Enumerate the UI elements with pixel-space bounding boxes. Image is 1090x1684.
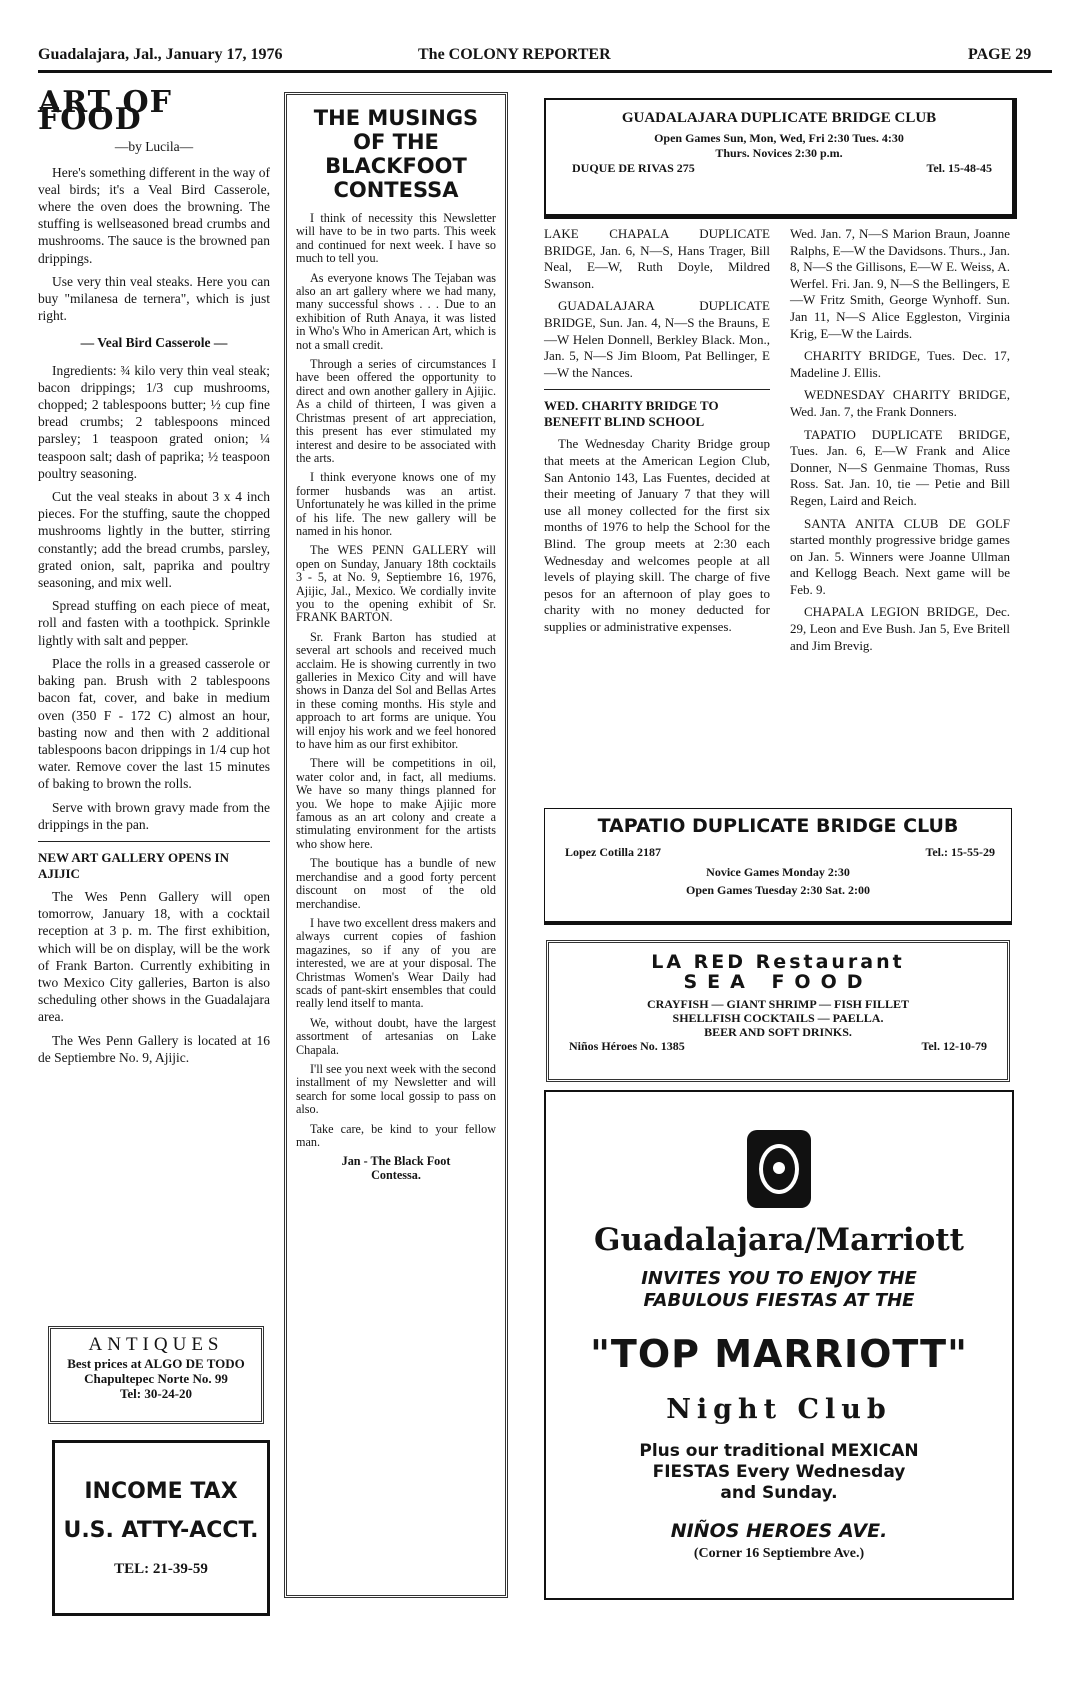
bridge-result: SANTA ANITA CLUB DE GOLF started monthly progressive bridge games on Jan. 5. Winners were Joanne Ullman and Kellogg Beach. Next game will be Feb. 9.: [790, 515, 1010, 597]
musings-paragraph: I have two excellent dress makers and always current copies of fashion magazines, so if any of you are interested, we are at your disposal. The Christmas Women's Wear Daily had scads of pant-skirt ensembles that could really lend itself to manta.: [296, 915, 496, 1011]
tapatio-open: Open Games Tuesday 2:30 Sat. 2:00: [685, 883, 871, 897]
article-paragraph: Serve with brown gravy made from the drippings in the pan.: [38, 799, 270, 832]
bridge-result: TAPATIO DUPLICATE BRIDGE, Tues. Jan. 6, E—W Frank and Alice Donner, N—S Genmaine Thomas, Russ Ross. Sat. Jan. 10, tie — Petie and Bill Regen, Laird and Reich.: [790, 426, 1010, 508]
bridge-club-name: GUADALAJARA DUPLICATE BRIDGE CLUB: [621, 110, 937, 126]
column-2: [296, 100, 496, 1182]
article-paragraph: The Wes Penn Gallery will open tomorrow, January 18, with a cocktail reception at 3 p. m. The first exhibition, which will be on display, will be the work of Frank Barton. Currently exhibiting in two Mexico City galleries, Barton is also scheduling other shows in the Guadalajara area.: [38, 888, 270, 1025]
recipe-title: — Veal Bird Casserole —: [80, 335, 228, 351]
bridge-result: Wed. Jan. 7, N—S Marion Braun, Joanne Ralphs, E—W the Davidsons. Thurs., Jan. 8, N—S the Gillisons, E—W E. Weiss, A. Werfel. Fri. Jan. 9, N—S the Bellingers, E—W Fritz Smith, George Wynhoff. Sun. Jan 11, N—S Alice Eggleston, Virginia Krig, E—W the Lairds.: [790, 226, 1010, 341]
bridge-club-games: Open Games Sun, Mon, Wed, Fri 2:30 Tues. 4:30: [654, 131, 904, 145]
musings-paragraph: As everyone knows The Tejaban was also an art gallery where we had many, many successful shows . . . Due to an exhibition of Ruth Anaya, it was listed in Who's Who in American Art, which is not a small credit.: [296, 270, 496, 352]
la-red-name: LA RED Restaurant: [651, 951, 905, 973]
attorney-title: U.S. ATTY-ACCT.: [63, 1518, 259, 1543]
bridge-result: CHAPALA LEGION BRIDGE, Dec. 29, Leon and Eve Bush. Jan 5, Eve Britell and Jim Brevig.: [790, 604, 1010, 653]
bridge-result: CHARITY BRIDGE, Tues. Dec. 17, Madeline J. Ellis.: [790, 348, 1010, 380]
la-red-menu: CRAYFISH — GIANT SHRIMP — FISH FILLET: [646, 997, 910, 1011]
la-red-ad: [546, 940, 1010, 1082]
paper-name: The COLONY REPORTER: [418, 46, 611, 63]
la-red-phone: Tel. 12-10-79: [921, 1039, 987, 1053]
income-tax-ad: [52, 1440, 270, 1616]
income-tax-title: INCOME TAX: [84, 1479, 238, 1504]
musings-paragraph: Sr. Frank Barton has studied at several art schools and received much acclaim. He is showing currently in two galleries in Mexico City and will have shows in Danza del Sol and Bellas Artes in these coming months. His style and approach to art forms are unique. You will enjoy his work and we feel honored to have him as our first exhibitor.: [296, 629, 496, 752]
bridge-result: LAKE CHAPALA DUPLICATE BRIDGE, Jan. 6, N—S, Hans Trager, Bill Neal, E—W, Ruth Doyle, Mildred Swanson.: [544, 226, 770, 291]
tapatio-address: Lopez Cotilla 2187: [565, 845, 661, 859]
antiques-title: ANTIQUES: [88, 1334, 224, 1355]
bridge-club-phone: Tel. 15-48-45: [926, 161, 992, 175]
marriott-street: NIÑOS HEROES AVE.: [670, 1520, 888, 1542]
musings-paragraph: The WES PENN GALLERY will open on Sunday, January 18th cocktails 3 - 5, at No. 9, Septiembre 16, 1976, Ajijic, Jal., Mexico. We cordially invite you to the opening exhibit of Sr. FRANK BARTON.: [296, 543, 496, 625]
column-1: [38, 85, 270, 1072]
charity-title: WED. CHARITY BRIDGE TO BENEFIT BLIND SCHOOL: [544, 398, 719, 430]
musings-paragraph: Take care, be kind to your fellow man.: [296, 1121, 496, 1149]
divider: [38, 841, 270, 842]
bridge-result: WEDNESDAY CHARITY BRIDGE, Wed. Jan. 7, the Frank Donners.: [790, 387, 1010, 419]
article-paragraph: The Wes Penn Gallery is located at 16 de Septiembre No. 9, Ajijic.: [38, 1032, 270, 1065]
marriott-ad: [544, 1090, 1014, 1600]
top-marriott: "TOP MARRIOTT": [590, 1332, 968, 1376]
night-club: Night Club: [666, 1394, 892, 1425]
antiques-line: Best prices at ALGO DE TODO: [67, 1356, 245, 1371]
marriott-invite: INVITES YOU TO ENJOY THE FABULOUS FIESTAS AT THE: [641, 1268, 917, 1311]
marriott-name: Guadalajara/Marriott: [594, 1222, 964, 1258]
la-red-subtitle: SEA FOOD: [683, 971, 873, 993]
musings-paragraph: Through a series of circumstances I have been offered the opportunity to direct and own another gallery in Ajijic. As a child of thirteen, I was given a Christmas present of art appreciation, this present has ever stimulated my interest and desire to be associated with the arts.: [296, 357, 496, 465]
la-red-menu: SHELLFISH COCKTAILS — PAELLA.: [672, 1011, 884, 1025]
page-number: PAGE 29: [968, 46, 1032, 63]
article-paragraph: Spread stuffing on each piece of meat, roll and fasten with a toothpick. Sprinkle lightly with salt and pepper.: [38, 598, 270, 648]
bridge-club-novices: Thurs. Novices 2:30 p.m.: [715, 146, 843, 160]
la-red-address: Niños Héroes No. 1385: [569, 1039, 685, 1053]
antiques-ad: [48, 1326, 264, 1424]
art-of-food-title: ART OF FOOD: [38, 85, 172, 138]
musings-paragraph: We, without doubt, have the largest assortment of artesanias on Lake Chapala.: [296, 1015, 496, 1057]
header-rule: [38, 70, 1052, 73]
musings-paragraph: The boutique has a bundle of new merchandise and a good forty percent discount on most of the old merchandise.: [296, 856, 496, 911]
charity-article: The Wednesday Charity Bridge group that meets at the American Legion Club, San Antonio 143, Las Fuentes, decided at their meeting of January 7 that they will use all money collected for the first six months of 1976 to help the School for the Blind. The group meets at 2:30 each Wednesday and welcomes people at all levels of playing skill. The charge of five pesos for an afternoon of play goes to charity with no money deducted for supplies or administrative expenses.: [544, 436, 770, 634]
gallery-title: NEW ART GALLERY OPENS IN AJIJIC: [38, 849, 230, 881]
musings-paragraph: I'll see you next week with the second installment of my Newsletter and will search for some local gossip to pass on also.: [296, 1061, 496, 1117]
byline: —by Lucila—: [114, 139, 194, 155]
musings-signature: Contessa.: [371, 1167, 421, 1182]
bridge-club-address: DUQUE DE RIVAS 275: [572, 161, 695, 175]
dateline: Guadalajara, Jal., January 17, 1976: [38, 46, 283, 63]
bridge-club-ad: [544, 98, 1017, 219]
marriott-logo-icon: [546, 1130, 1012, 1208]
marriott-corner: (Corner 16 Septiembre Ave.): [693, 1546, 865, 1561]
musings-signature: Jan - The Black Foot: [341, 1154, 451, 1169]
antiques-phone: Tel: 30-24-20: [119, 1386, 193, 1401]
article-paragraph: Use very thin veal steaks. Here you can buy "milanesa de ternera", which is just right.: [38, 273, 270, 324]
article-paragraph: Cut the veal steaks in about 3 x 4 inch pieces. For the stuffing, saute the chopped mushrooms lightly in the butter, stirring constantly; add the bread crumbs, parsley, grated onion, salt, paprika and poultry seasoning, and mix well.: [38, 489, 270, 591]
tapatio-title: TAPATIO DUPLICATE BRIDGE CLUB: [597, 815, 959, 837]
tapatio-novice: Novice Games Monday 2:30: [706, 865, 850, 879]
musings-title: THE MUSINGS OF THE BLACKFOOT CONTESSA: [313, 106, 479, 202]
article-paragraph: Here's something different in the way of veal birds; it's a Veal Bird Casserole, where the oven does the browning. The stuffing is wellseasoned bread crumbs and mushrooms. The sauce is the browned pan drippings.: [38, 164, 270, 266]
musings-paragraph: I think everyone knows one of my former husbands was an artist. Unfortunately he was killed in the prime of his life. The new gallery will be named in his honor.: [296, 470, 496, 538]
antiques-line: Chapultepec Norte No. 99: [84, 1371, 228, 1386]
tapatio-ad: [544, 808, 1012, 925]
musings-paragraph: I think of necessity this Newsletter will have to be in two parts. This week and continued for next week. I have so much to tell you.: [296, 211, 496, 266]
bridge-result: GUADALAJARA DUPLICATE BRIDGE, Sun. Jan. 4, N—S the Brauns, E—W Helen Donnell, Berkley Black. Mon., Jan. 5, N—S Jim Bloom, Pat Bellinger, E—W the Nances.: [544, 298, 770, 380]
divider: [544, 389, 770, 390]
marriott-fiestas: Plus our traditional MEXICAN FIESTAS Every Wednesday and Sunday.: [639, 1441, 919, 1503]
la-red-menu: BEER AND SOFT DRINKS.: [704, 1025, 852, 1039]
musings-paragraph: There will be competitions in oil, water color and, in fact, all mediums. We have so many things planned for you. We hope to make Ajijic more famous as an art colony and create a stimulating environment for the artists who show here.: [296, 756, 496, 851]
article-paragraph: Place the rolls in a greased casserole or baking pan. Brush with 2 tablespoons bacon fat, cover, and bake in medium oven (350 F - 172 C) almost an hour, basting now and then with 2 additional tablespoons bacon drippings in 1/4 cup hot water. Remove cover the last 15 minutes of baking to brown the rolls.: [38, 655, 270, 792]
ingredients: Ingredients: ¾ kilo very thin veal steak; bacon drippings; 1/3 cup mushrooms, chopped; 2 tablespoons butter; ½ cup fine bread crumbs; 2 tablespoons minced parsley; 1 teaspoon grated onion; ¼ teaspoon salt; dash of paprika; ½ teaspoon poultry seasoning.: [38, 362, 270, 481]
column-4: [790, 226, 1010, 660]
column-3: [544, 226, 770, 641]
tapatio-phone: Tel.: 15-55-29: [925, 845, 995, 859]
income-tax-phone: TEL: 21-39-59: [114, 1561, 208, 1577]
